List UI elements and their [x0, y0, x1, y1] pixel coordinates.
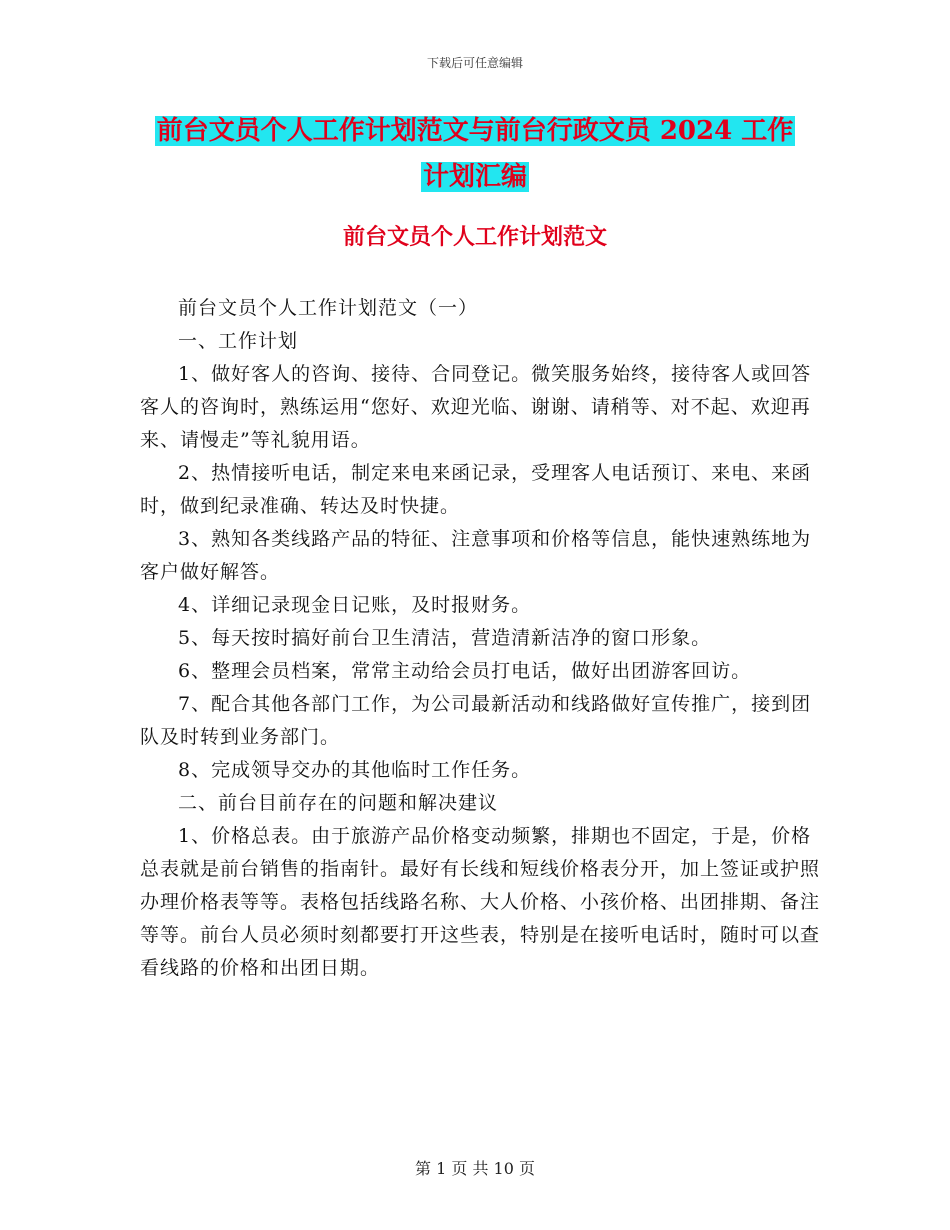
page-header: 下载后可任意编辑	[426, 56, 523, 70]
paragraph: 5、每天按时搞好前台卫生清洁，营造清新洁净的窗口形象。	[178, 627, 712, 649]
paragraph: 1、价格总表。由于旅游产品价格变动频繁，排期也不固定，于是，价格总表就是前台销售的指南针。最好有长线和短线价格表分开，加上签证或护照办理价格表等等。表格包括线路名称、大人价格、小孩价格、出团排期、备注等等。前台人员必须时刻都要打开这些表，特别是在接听电话时，随时可以查看线路的价格和出团日期。	[140, 825, 821, 979]
paragraph: 1、做好客人的咨询、接待、合同登记。微笑服务始终，接待客人或回答客人的咨询时，熟练运用“您好、欢迎光临、谢谢、请稍等、对不起、欢迎再来、请慢走”等礼貌用语。	[140, 363, 812, 451]
paragraph: 6、整理会员档案，常常主动给会员打电话，做好出团游客回访。	[178, 660, 752, 682]
paragraph: 二、前台目前存在的问题和解决建议	[178, 792, 499, 814]
title-line-1: 前台文员个人工作计划范文与前台行政文员 2024 工作	[156, 116, 794, 146]
page-number: 第 1 页 共 10 页	[415, 1159, 535, 1178]
document-body	[140, 292, 825, 985]
paragraph: 3、熟知各类线路产品的特征、注意事项和价格等信息，能快速熟练地为客户做好解答。	[140, 528, 812, 583]
paragraph: 前台文员个人工作计划范文（一）	[178, 297, 479, 319]
paragraph: 一、工作计划	[178, 330, 299, 352]
section-title: 前台文员个人工作计划范文	[342, 224, 607, 250]
paragraph: 7、配合其他各部门工作，为公司最新活动和线路做好宣传推广，接到团队及时转到业务部门。	[140, 693, 812, 748]
title-line-2: 计划汇编	[422, 162, 527, 192]
paragraph: 4、详细记录现金日记账，及时报财务。	[178, 594, 532, 616]
paragraph: 2、热情接听电话，制定来电来函记录，受理客人电话预订、来电、来函时，做到纪录准确、转达及时快捷。	[140, 462, 812, 517]
document-title	[0, 108, 950, 200]
paragraph: 8、完成领导交办的其他临时工作任务。	[178, 759, 532, 781]
